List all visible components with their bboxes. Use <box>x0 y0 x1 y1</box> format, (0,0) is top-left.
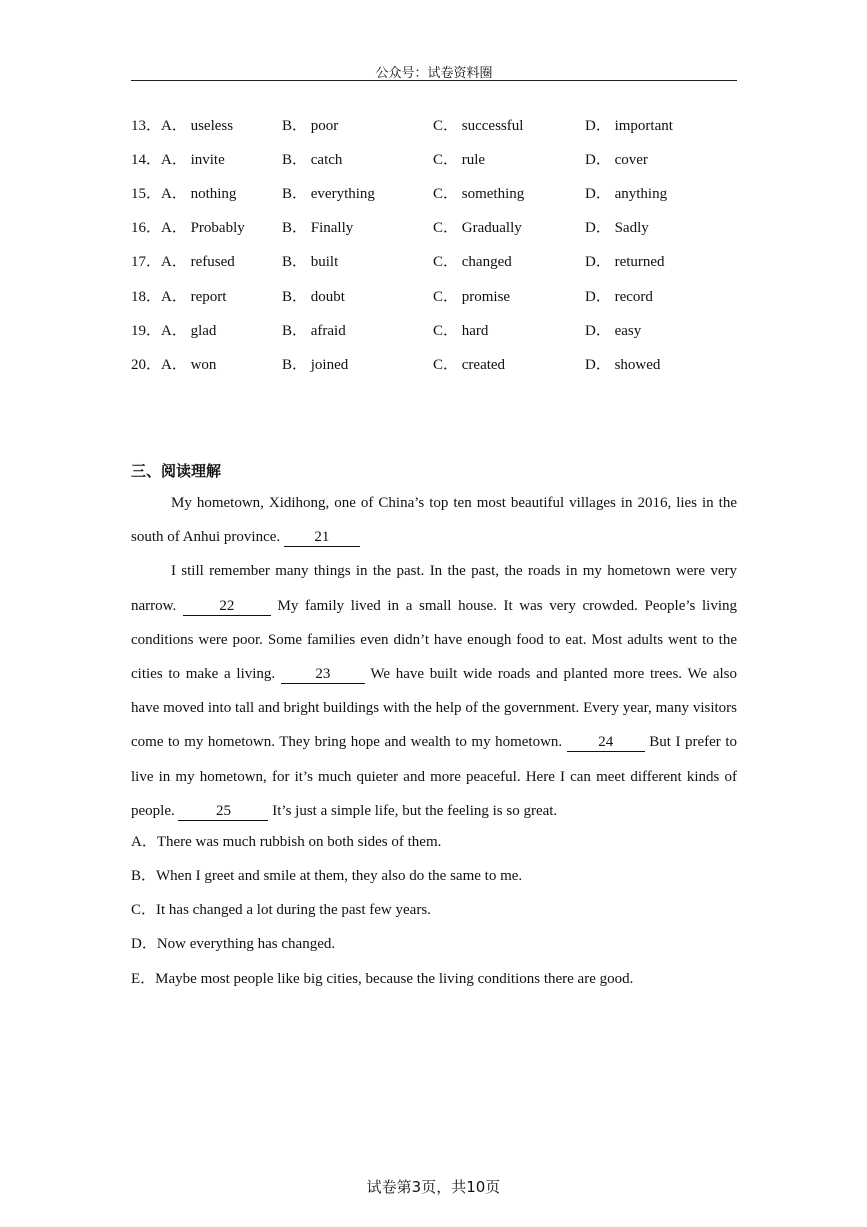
page-footer: 试卷第3页，共10页 <box>366 1178 501 1196</box>
option-a: A． Probably <box>161 220 245 236</box>
choice-d: D．Now everything has changed. <box>131 936 336 952</box>
blank-21: 21 <box>284 528 360 547</box>
option-d: D． cover <box>585 152 648 168</box>
option-d: D． easy <box>585 323 642 339</box>
option-row-16 <box>131 216 737 236</box>
blank-25: 25 <box>178 802 268 821</box>
question-number: 19． <box>131 323 162 339</box>
choice-b: B．When I greet and smile at them, they also do the same to me. <box>131 868 523 884</box>
option-d: D． record <box>585 289 653 305</box>
option-c: C． successful <box>433 118 524 134</box>
passage-text: It’s just a simple life, but the feeling is so great. <box>268 802 558 819</box>
option-c: C． changed <box>433 254 512 270</box>
option-c: C． something <box>433 186 525 202</box>
question-number: 16． <box>131 220 162 236</box>
option-row-17 <box>131 250 737 270</box>
option-c: C． rule <box>433 152 486 168</box>
option-d: D． anything <box>585 186 668 202</box>
option-b: B． Finally <box>282 220 354 236</box>
option-row-14 <box>131 148 737 168</box>
blank-24: 24 <box>567 733 645 752</box>
section-title: 三、阅读理解 <box>131 462 222 480</box>
option-row-18 <box>131 285 737 305</box>
question-number: 13． <box>131 118 162 134</box>
option-a: A． refused <box>161 254 235 270</box>
page-header: 公众号：试卷资料圈 <box>375 66 493 81</box>
option-b: B． poor <box>282 118 339 134</box>
header-divider <box>131 80 737 81</box>
option-a: A． nothing <box>161 186 237 202</box>
option-d: D． important <box>585 118 673 134</box>
choice-a: A．There was much rubbish on both sides of them. <box>131 834 442 850</box>
option-row-20 <box>131 353 737 373</box>
option-a: A． useless <box>161 118 234 134</box>
passage-text: We have built wide roads and planted more trees. We also have moved into tall and bright buildings with the help of the government. Every year, many visitors come to my hometown. They bring hope and wealth to my hometown. <box>131 666 738 751</box>
question-number: 17． <box>131 254 162 270</box>
passage-text: But I prefer to live in my hometown, for it’s much quieter and more peaceful. Here I can meet different kinds of people. <box>131 734 737 819</box>
option-a: A． glad <box>161 323 217 339</box>
option-a: A． invite <box>161 152 225 168</box>
option-row-15 <box>131 182 737 202</box>
passage-text: My hometown, Xidihong, one of China’s top ten most beautiful villages in 2016, lies in the south of Anhui province. <box>131 495 737 546</box>
passage-paragraph-2 <box>131 554 737 828</box>
option-d: D． showed <box>585 357 661 373</box>
option-b: B． everything <box>282 186 375 202</box>
reading-passage <box>131 486 737 828</box>
option-b: B． catch <box>282 152 343 168</box>
question-number: 20． <box>131 357 162 373</box>
passage-paragraph-1 <box>131 486 737 554</box>
option-a: A． won <box>161 357 217 373</box>
option-c: C． Gradually <box>433 220 522 236</box>
blank-23: 23 <box>281 665 365 684</box>
choice-c: C．It has changed a lot during the past few years. <box>131 902 431 918</box>
question-number: 15． <box>131 186 162 202</box>
option-c: C． promise <box>433 289 511 305</box>
option-a: A． report <box>161 289 227 305</box>
option-d: D． Sadly <box>585 220 649 236</box>
option-b: B． joined <box>282 357 349 373</box>
option-b: B． built <box>282 254 339 270</box>
option-c: C． hard <box>433 323 489 339</box>
blank-22: 22 <box>183 597 271 616</box>
option-row-13 <box>131 114 737 134</box>
question-number: 14． <box>131 152 162 168</box>
choice-e: E．Maybe most people like big cities, because the living conditions there are good. <box>131 971 634 987</box>
option-c: C． created <box>433 357 506 373</box>
passage-text: My family lived in a small house. It was very crowded. People’s living conditions were poor. Some families even didn’t have enough food to eat. Most adults went to the cities to make a living. <box>131 597 737 683</box>
passage-text: I still remember many things in the past. In the past, the roads in my hometown were very narrow. <box>131 563 737 614</box>
option-row-19 <box>131 319 737 339</box>
option-d: D． returned <box>585 254 665 270</box>
option-b: B． doubt <box>282 289 345 305</box>
question-number: 18． <box>131 289 162 305</box>
option-b: B． afraid <box>282 323 346 339</box>
